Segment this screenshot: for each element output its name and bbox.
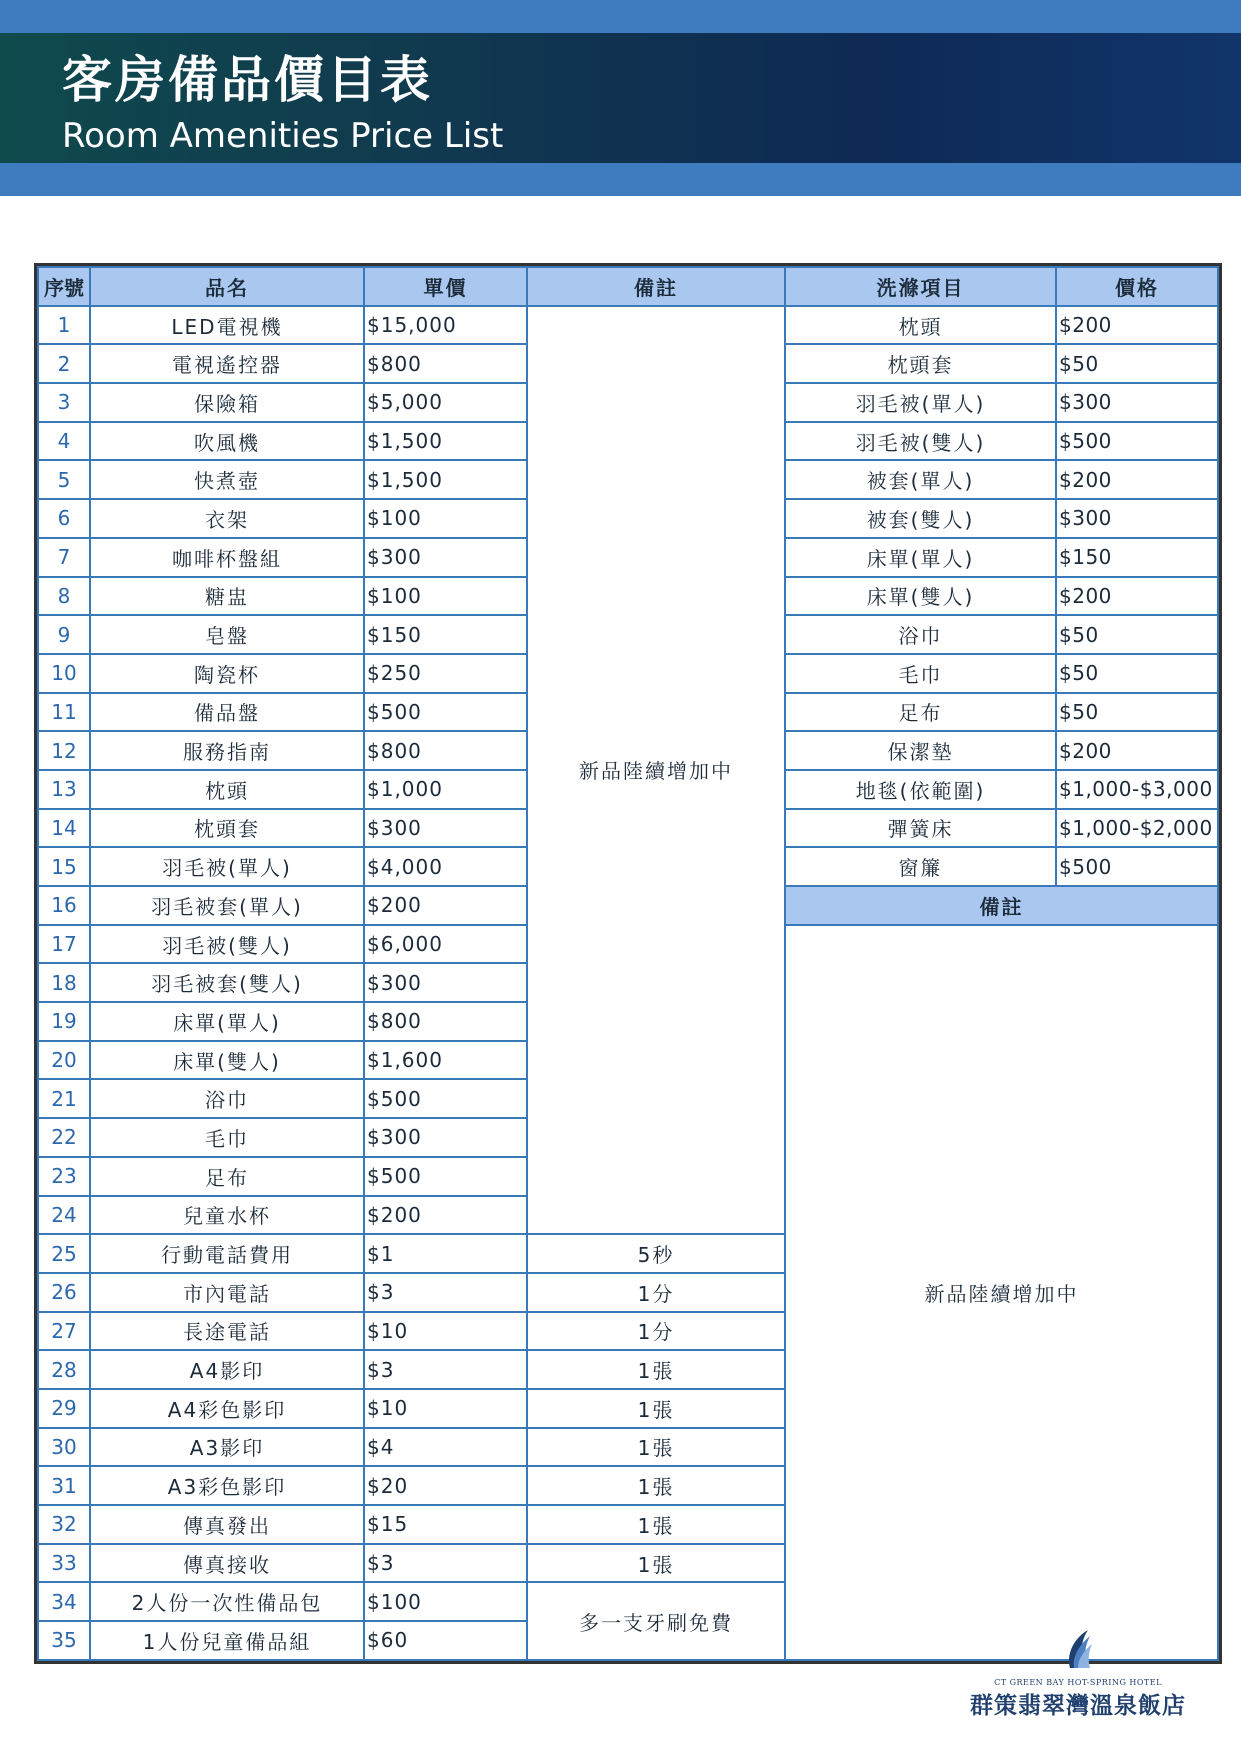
row-serial: 10 [38, 654, 90, 693]
row-unit-price: $200 [364, 886, 527, 925]
laundry-item: 被套(雙人) [785, 499, 1056, 538]
page-title: 客房備品價目表 [62, 51, 433, 109]
laundry-price: $300 [1056, 383, 1218, 422]
row-unit-price: $15,000 [364, 306, 527, 345]
row-serial: 13 [38, 770, 90, 809]
laundry-price: $50 [1056, 693, 1218, 732]
row-unit-price: $800 [364, 344, 527, 383]
laundry-price: $1,000-$2,000 [1056, 809, 1218, 848]
laundry-price: $50 [1056, 344, 1218, 383]
header-serial: 序號 [38, 267, 90, 306]
laundry-item: 毛巾 [785, 654, 1056, 693]
row-unit-price: $1,500 [364, 460, 527, 499]
row-unit-price: $20 [364, 1466, 527, 1505]
row-item-name: 傳真接收 [90, 1544, 364, 1583]
row-serial: 27 [38, 1312, 90, 1351]
row-note: 1分 [527, 1273, 785, 1312]
row-serial: 35 [38, 1621, 90, 1660]
row-item-name: 皂盤 [90, 615, 364, 654]
row-item-name: 浴巾 [90, 1079, 364, 1118]
row-unit-price: $3 [364, 1273, 527, 1312]
row-item-name: 床單(單人) [90, 1002, 364, 1041]
row-serial: 23 [38, 1157, 90, 1196]
row-serial: 4 [38, 422, 90, 461]
row-unit-price: $200 [364, 1196, 527, 1235]
price-table-grid [37, 266, 1219, 1661]
row-item-name: 行動電話費用 [90, 1234, 364, 1273]
laundry-item: 枕頭套 [785, 344, 1056, 383]
row-item-name: 枕頭 [90, 770, 364, 809]
laundry-item: 保潔墊 [785, 731, 1056, 770]
row-item-name: 糖盅 [90, 577, 364, 616]
row-serial: 11 [38, 693, 90, 732]
row-serial: 8 [38, 577, 90, 616]
row-serial: 20 [38, 1041, 90, 1080]
laundry-price: $150 [1056, 538, 1218, 577]
laundry-item: 被套(單人) [785, 460, 1056, 499]
row-serial: 5 [38, 460, 90, 499]
laundry-item: 彈簧床 [785, 809, 1056, 848]
row-serial: 19 [38, 1002, 90, 1041]
row-item-name: 1人份兒童備品組 [90, 1621, 364, 1660]
row-serial: 22 [38, 1118, 90, 1157]
note-new-items: 新品陸續增加中 [527, 306, 785, 1235]
row-serial: 28 [38, 1350, 90, 1389]
laundry-price: $200 [1056, 306, 1218, 345]
row-item-name: A4彩色影印 [90, 1389, 364, 1428]
row-item-name: A3影印 [90, 1428, 364, 1467]
row-item-name: 長途電話 [90, 1312, 364, 1351]
row-unit-price: $300 [364, 809, 527, 848]
row-item-name: 傳真發出 [90, 1505, 364, 1544]
row-item-name: 2人份一次性備品包 [90, 1582, 364, 1621]
row-unit-price: $60 [364, 1621, 527, 1660]
row-unit-price: $500 [364, 1157, 527, 1196]
laundry-price: $300 [1056, 499, 1218, 538]
row-unit-price: $6,000 [364, 925, 527, 964]
laundry-price: $500 [1056, 847, 1218, 886]
laundry-item: 足布 [785, 693, 1056, 732]
laundry-price: $50 [1056, 654, 1218, 693]
row-serial: 21 [38, 1079, 90, 1118]
row-item-name: 陶瓷杯 [90, 654, 364, 693]
header-unit-price: 單價 [364, 267, 527, 306]
row-unit-price: $4,000 [364, 847, 527, 886]
laundry-item: 羽毛被(雙人) [785, 422, 1056, 461]
row-serial: 25 [38, 1234, 90, 1273]
row-serial: 29 [38, 1389, 90, 1428]
row-serial: 12 [38, 731, 90, 770]
row-serial: 1 [38, 306, 90, 345]
row-note: 1張 [527, 1505, 785, 1544]
row-serial: 33 [38, 1544, 90, 1583]
row-unit-price: $1,500 [364, 422, 527, 461]
laundry-price: $500 [1056, 422, 1218, 461]
row-item-name: 羽毛被套(單人) [90, 886, 364, 925]
laundry-item: 枕頭 [785, 306, 1056, 345]
page-subtitle: Room Amenities Price List [62, 116, 504, 156]
row-unit-price: $500 [364, 693, 527, 732]
row-serial: 32 [38, 1505, 90, 1544]
row-unit-price: $250 [364, 654, 527, 693]
row-unit-price: $150 [364, 615, 527, 654]
row-item-name: 床單(雙人) [90, 1041, 364, 1080]
row-item-name: 保險箱 [90, 383, 364, 422]
row-serial: 30 [38, 1428, 90, 1467]
row-unit-price: $3 [364, 1544, 527, 1583]
laundry-price: $200 [1056, 577, 1218, 616]
sail-logo-icon [1056, 1628, 1100, 1672]
row-serial: 16 [38, 886, 90, 925]
table-header-row [38, 267, 1218, 306]
row-item-name: 足布 [90, 1157, 364, 1196]
laundry-price: $50 [1056, 615, 1218, 654]
row-item-name: A3彩色影印 [90, 1466, 364, 1505]
row-item-name: 快煮壺 [90, 460, 364, 499]
table-row [38, 306, 1218, 345]
row-serial: 15 [38, 847, 90, 886]
remark-header: 備註 [785, 886, 1218, 925]
header-note: 備註 [527, 267, 785, 306]
row-item-name: 毛巾 [90, 1118, 364, 1157]
row-unit-price: $1,600 [364, 1041, 527, 1080]
row-unit-price: $3 [364, 1350, 527, 1389]
row-item-name: 市內電話 [90, 1273, 364, 1312]
remark-text: 新品陸續增加中 [785, 925, 1218, 1660]
row-item-name: 衣架 [90, 499, 364, 538]
header-bottom-stripe [0, 163, 1241, 196]
row-item-name: 羽毛被套(雙人) [90, 963, 364, 1002]
row-serial: 17 [38, 925, 90, 964]
row-serial: 26 [38, 1273, 90, 1312]
laundry-item: 窗簾 [785, 847, 1056, 886]
row-unit-price: $10 [364, 1312, 527, 1351]
row-unit-price: $800 [364, 731, 527, 770]
row-note: 1張 [527, 1428, 785, 1467]
row-item-name: 羽毛被(單人) [90, 847, 364, 886]
row-note: 5秒 [527, 1234, 785, 1273]
price-table [34, 263, 1222, 1664]
row-unit-price: $800 [364, 1002, 527, 1041]
row-serial: 18 [38, 963, 90, 1002]
row-item-name: 電視遙控器 [90, 344, 364, 383]
laundry-price: $200 [1056, 460, 1218, 499]
row-unit-price: $5,000 [364, 383, 527, 422]
header-top-stripe [0, 0, 1241, 33]
row-serial: 3 [38, 383, 90, 422]
laundry-item: 羽毛被(單人) [785, 383, 1056, 422]
row-unit-price: $15 [364, 1505, 527, 1544]
row-serial: 6 [38, 499, 90, 538]
row-item-name: 咖啡杯盤組 [90, 538, 364, 577]
row-item-name: 枕頭套 [90, 809, 364, 848]
row-note: 1張 [527, 1350, 785, 1389]
row-note: 1張 [527, 1544, 785, 1583]
row-unit-price: $10 [364, 1389, 527, 1428]
header-laundry-item: 洗滌項目 [785, 267, 1056, 306]
row-unit-price: $100 [364, 499, 527, 538]
row-note: 1分 [527, 1312, 785, 1351]
row-serial: 2 [38, 344, 90, 383]
row-item-name: 羽毛被(雙人) [90, 925, 364, 964]
laundry-price: $200 [1056, 731, 1218, 770]
row-unit-price: $300 [364, 963, 527, 1002]
row-serial: 31 [38, 1466, 90, 1505]
row-item-name: 備品盤 [90, 693, 364, 732]
laundry-price: $1,000-$3,000 [1056, 770, 1218, 809]
row-serial: 9 [38, 615, 90, 654]
row-unit-price: $300 [364, 538, 527, 577]
hotel-name-zh: 群策翡翠灣溫泉飯店 [970, 1692, 1186, 1719]
row-item-name: A4影印 [90, 1350, 364, 1389]
row-item-name: 服務指南 [90, 731, 364, 770]
row-unit-price: $500 [364, 1079, 527, 1118]
row-unit-price: $300 [364, 1118, 527, 1157]
hotel-name-en: CT GREEN BAY HOT-SPRING HOTEL [994, 1678, 1162, 1687]
row-serial: 7 [38, 538, 90, 577]
row-unit-price: $100 [364, 577, 527, 616]
row-serial: 34 [38, 1582, 90, 1621]
row-serial: 24 [38, 1196, 90, 1235]
laundry-item: 床單(雙人) [785, 577, 1056, 616]
header-laundry-price: 價格 [1056, 267, 1218, 306]
note-free-toothbrush: 多一支牙刷免費 [527, 1582, 785, 1659]
row-item-name: 吹風機 [90, 422, 364, 461]
laundry-item: 床單(單人) [785, 538, 1056, 577]
row-unit-price: $1,000 [364, 770, 527, 809]
laundry-item: 地毯(依範圍) [785, 770, 1056, 809]
row-item-name: LED電視機 [90, 306, 364, 345]
hotel-logo [968, 1628, 1188, 1720]
laundry-item: 浴巾 [785, 615, 1056, 654]
row-item-name: 兒童水杯 [90, 1196, 364, 1235]
row-unit-price: $100 [364, 1582, 527, 1621]
row-serial: 14 [38, 809, 90, 848]
row-note: 1張 [527, 1466, 785, 1505]
row-unit-price: $4 [364, 1428, 527, 1467]
row-note: 1張 [527, 1389, 785, 1428]
row-unit-price: $1 [364, 1234, 527, 1273]
header-item-name: 品名 [90, 267, 364, 306]
